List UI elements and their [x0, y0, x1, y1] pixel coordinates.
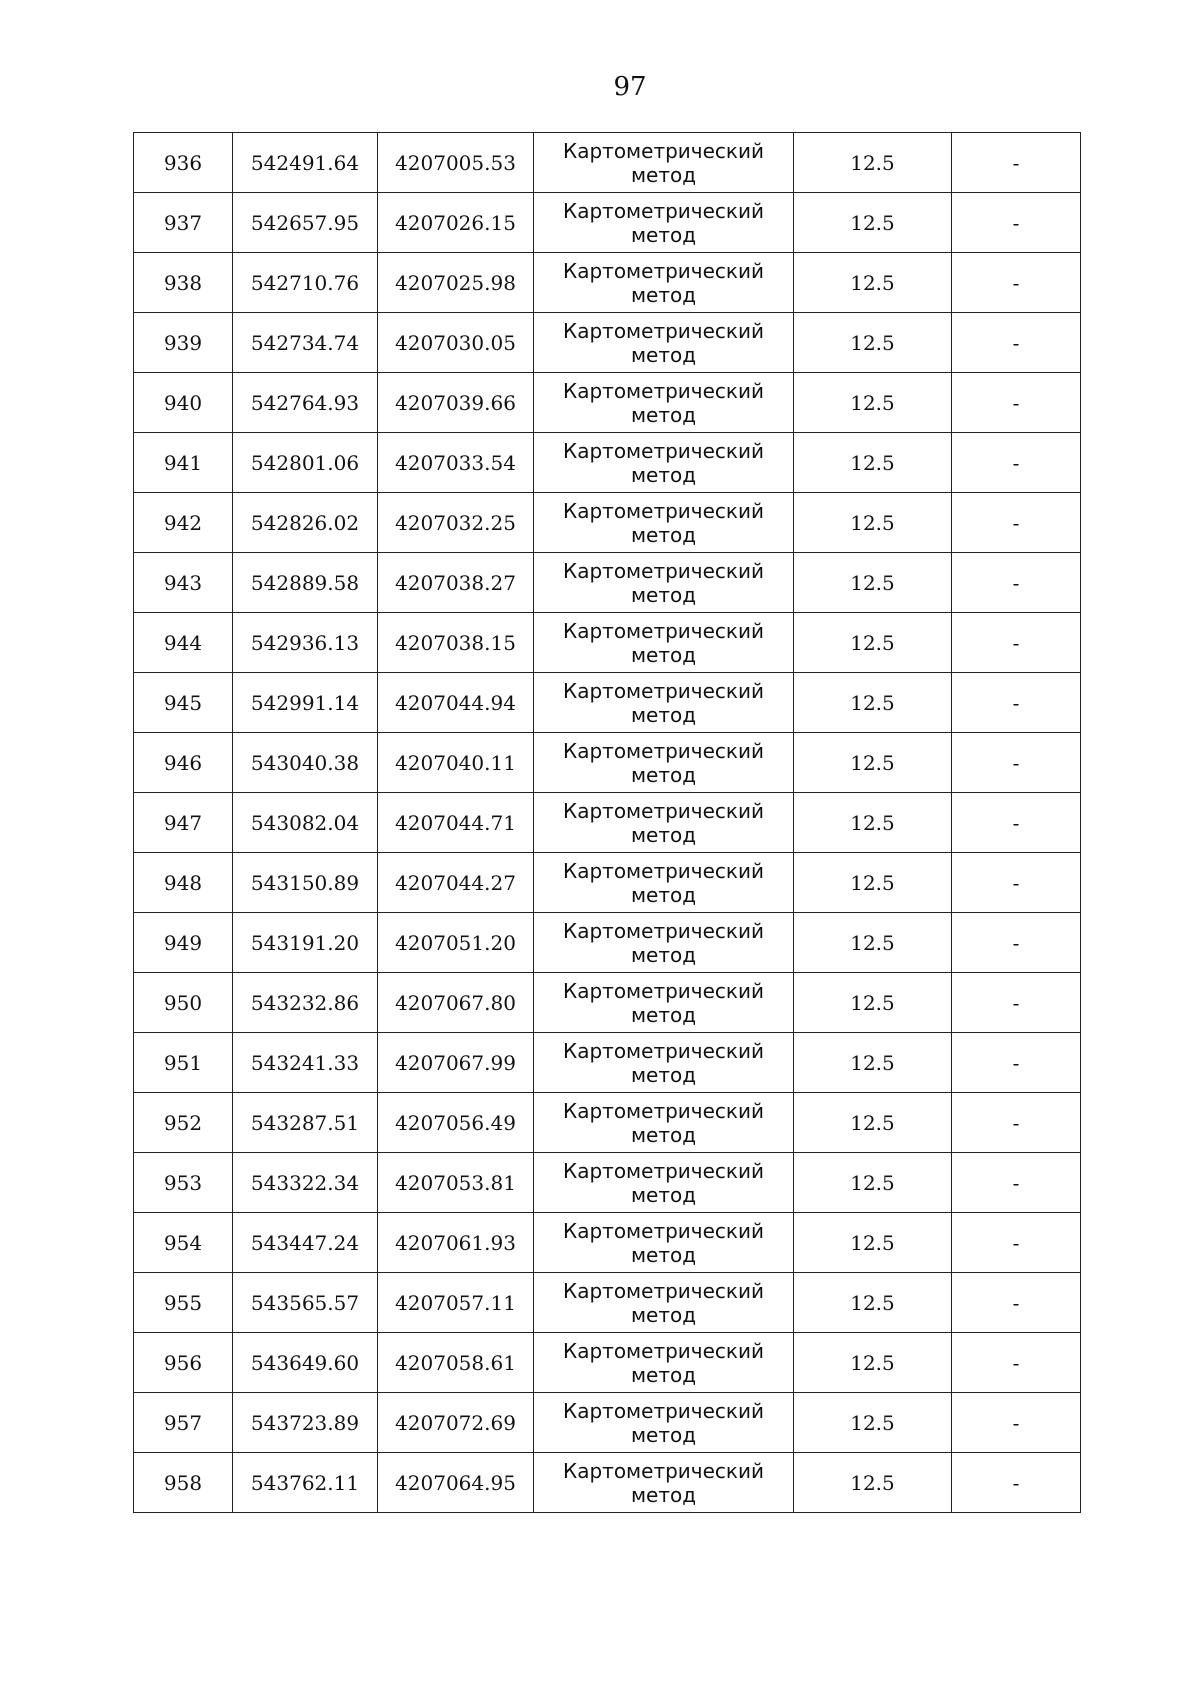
method-line-2: метод — [630, 1482, 697, 1507]
note-cell: - — [952, 133, 1081, 193]
accuracy-cell: 12.5 — [794, 1453, 952, 1513]
note-cell: - — [952, 733, 1081, 793]
y-coordinate-cell: 4207040.11 — [378, 733, 534, 793]
method-cell — [534, 613, 794, 673]
x-coordinate-cell: 543191.20 — [233, 913, 378, 973]
method-line-2: метод — [630, 1242, 697, 1267]
point-number-cell: 957 — [134, 1393, 233, 1453]
method-line-1: Картометрический — [563, 858, 764, 883]
method-cell — [534, 1453, 794, 1513]
table-row — [134, 913, 1081, 973]
y-coordinate-cell: 4207061.93 — [378, 1213, 534, 1273]
accuracy-cell: 12.5 — [794, 1393, 952, 1453]
method-line-1: Картометрический — [563, 438, 764, 463]
x-coordinate-cell: 542801.06 — [233, 433, 378, 493]
note-cell: - — [952, 1273, 1081, 1333]
x-coordinate-cell: 543232.86 — [233, 973, 378, 1033]
method-line-1: Картометрический — [563, 138, 764, 163]
y-coordinate-cell: 4207032.25 — [378, 493, 534, 553]
method-line-1: Картометрический — [563, 1038, 764, 1063]
method-line-2: метод — [630, 882, 697, 907]
method-line-2: метод — [630, 822, 697, 847]
table-row — [134, 1033, 1081, 1093]
note-cell: - — [952, 1213, 1081, 1273]
x-coordinate-cell: 543762.11 — [233, 1453, 378, 1513]
note-cell: - — [952, 793, 1081, 853]
method-line-1: Картометрический — [563, 378, 764, 403]
method-cell — [534, 313, 794, 373]
y-coordinate-cell: 4207038.27 — [378, 553, 534, 613]
table-row — [134, 1273, 1081, 1333]
point-number-cell: 940 — [134, 373, 233, 433]
y-coordinate-cell: 4207038.15 — [378, 613, 534, 673]
point-number-cell: 942 — [134, 493, 233, 553]
note-cell: - — [952, 373, 1081, 433]
point-number-cell: 949 — [134, 913, 233, 973]
method-line-1: Картометрический — [563, 1398, 764, 1423]
y-coordinate-cell: 4207053.81 — [378, 1153, 534, 1213]
x-coordinate-cell: 542657.95 — [233, 193, 378, 253]
accuracy-cell: 12.5 — [794, 1273, 952, 1333]
table-row — [134, 253, 1081, 313]
accuracy-cell: 12.5 — [794, 1213, 952, 1273]
method-cell — [534, 1093, 794, 1153]
point-number-cell: 955 — [134, 1273, 233, 1333]
method-line-1: Картометрический — [563, 1098, 764, 1123]
method-line-2: метод — [630, 222, 697, 247]
x-coordinate-cell: 543082.04 — [233, 793, 378, 853]
note-cell: - — [952, 853, 1081, 913]
method-cell — [534, 373, 794, 433]
point-number-cell: 937 — [134, 193, 233, 253]
method-line-2: метод — [630, 1182, 697, 1207]
accuracy-cell: 12.5 — [794, 913, 952, 973]
y-coordinate-cell: 4207044.27 — [378, 853, 534, 913]
accuracy-cell: 12.5 — [794, 493, 952, 553]
method-line-2: метод — [630, 342, 697, 367]
method-cell — [534, 673, 794, 733]
note-cell: - — [952, 193, 1081, 253]
note-cell: - — [952, 1093, 1081, 1153]
note-cell: - — [952, 493, 1081, 553]
method-line-1: Картометрический — [563, 198, 764, 223]
method-line-2: метод — [630, 1302, 697, 1327]
method-line-2: метод — [630, 1062, 697, 1087]
y-coordinate-cell: 4207056.49 — [378, 1093, 534, 1153]
y-coordinate-cell: 4207057.11 — [378, 1273, 534, 1333]
accuracy-cell: 12.5 — [794, 253, 952, 313]
table-row — [134, 973, 1081, 1033]
method-line-1: Картометрический — [563, 978, 764, 1003]
point-number-cell: 956 — [134, 1333, 233, 1393]
accuracy-cell: 12.5 — [794, 133, 952, 193]
method-line-2: метод — [630, 1362, 697, 1387]
x-coordinate-cell: 542491.64 — [233, 133, 378, 193]
table-body — [134, 133, 1081, 1513]
y-coordinate-cell: 4207051.20 — [378, 913, 534, 973]
table-row — [134, 733, 1081, 793]
method-cell — [534, 1333, 794, 1393]
accuracy-cell: 12.5 — [794, 193, 952, 253]
point-number-cell: 952 — [134, 1093, 233, 1153]
table-row — [134, 433, 1081, 493]
coordinates-table — [133, 132, 1081, 1513]
note-cell: - — [952, 973, 1081, 1033]
x-coordinate-cell: 542710.76 — [233, 253, 378, 313]
note-cell: - — [952, 553, 1081, 613]
point-number-cell: 938 — [134, 253, 233, 313]
point-number-cell: 950 — [134, 973, 233, 1033]
point-number-cell: 951 — [134, 1033, 233, 1093]
accuracy-cell: 12.5 — [794, 1093, 952, 1153]
x-coordinate-cell: 542889.58 — [233, 553, 378, 613]
x-coordinate-cell: 543565.57 — [233, 1273, 378, 1333]
accuracy-cell: 12.5 — [794, 1033, 952, 1093]
method-line-1: Картометрический — [563, 258, 764, 283]
method-line-1: Картометрический — [563, 1278, 764, 1303]
point-number-cell: 944 — [134, 613, 233, 673]
note-cell: - — [952, 1153, 1081, 1213]
method-cell — [534, 253, 794, 313]
method-line-2: метод — [630, 942, 697, 967]
table-row — [134, 793, 1081, 853]
method-line-2: метод — [630, 462, 697, 487]
x-coordinate-cell: 542936.13 — [233, 613, 378, 673]
point-number-cell: 958 — [134, 1453, 233, 1513]
point-number-cell: 943 — [134, 553, 233, 613]
point-number-cell: 953 — [134, 1153, 233, 1213]
accuracy-cell: 12.5 — [794, 1333, 952, 1393]
method-line-2: метод — [630, 282, 697, 307]
method-line-1: Картометрический — [563, 498, 764, 523]
method-cell — [534, 553, 794, 613]
method-line-1: Картометрический — [563, 738, 764, 763]
y-coordinate-cell: 4207044.94 — [378, 673, 534, 733]
method-line-1: Картометрический — [563, 1458, 764, 1483]
page-number: 97 — [613, 72, 647, 102]
method-cell — [534, 1213, 794, 1273]
point-number-cell: 946 — [134, 733, 233, 793]
x-coordinate-cell: 543287.51 — [233, 1093, 378, 1153]
method-cell — [534, 733, 794, 793]
x-coordinate-cell: 543322.34 — [233, 1153, 378, 1213]
x-coordinate-cell: 543649.60 — [233, 1333, 378, 1393]
method-cell — [534, 1393, 794, 1453]
method-cell — [534, 1033, 794, 1093]
accuracy-cell: 12.5 — [794, 433, 952, 493]
method-line-1: Картометрический — [563, 618, 764, 643]
accuracy-cell: 12.5 — [794, 853, 952, 913]
x-coordinate-cell: 542826.02 — [233, 493, 378, 553]
table-row — [134, 673, 1081, 733]
note-cell: - — [952, 1033, 1081, 1093]
method-line-2: метод — [630, 1422, 697, 1447]
method-line-1: Картометрический — [563, 1218, 764, 1243]
x-coordinate-cell: 543447.24 — [233, 1213, 378, 1273]
accuracy-cell: 12.5 — [794, 613, 952, 673]
point-number-cell: 945 — [134, 673, 233, 733]
method-cell — [534, 853, 794, 913]
method-cell — [534, 193, 794, 253]
note-cell: - — [952, 913, 1081, 973]
y-coordinate-cell: 4207064.95 — [378, 1453, 534, 1513]
table-row — [134, 853, 1081, 913]
method-line-2: метод — [630, 642, 697, 667]
method-line-1: Картометрический — [563, 1338, 764, 1363]
y-coordinate-cell: 4207058.61 — [378, 1333, 534, 1393]
table-row — [134, 1453, 1081, 1513]
accuracy-cell: 12.5 — [794, 733, 952, 793]
method-line-2: метод — [630, 702, 697, 727]
table-row — [134, 613, 1081, 673]
method-line-2: метод — [630, 162, 697, 187]
note-cell: - — [952, 1453, 1081, 1513]
y-coordinate-cell: 4207025.98 — [378, 253, 534, 313]
x-coordinate-cell: 543150.89 — [233, 853, 378, 913]
point-number-cell: 947 — [134, 793, 233, 853]
table-row — [134, 373, 1081, 433]
table-row — [134, 1153, 1081, 1213]
y-coordinate-cell: 4207033.54 — [378, 433, 534, 493]
table-row — [134, 313, 1081, 373]
point-number-cell: 939 — [134, 313, 233, 373]
method-line-1: Картометрический — [563, 798, 764, 823]
accuracy-cell: 12.5 — [794, 973, 952, 1033]
method-line-1: Картометрический — [563, 678, 764, 703]
y-coordinate-cell: 4207026.15 — [378, 193, 534, 253]
method-cell — [534, 973, 794, 1033]
method-line-1: Картометрический — [563, 918, 764, 943]
method-cell — [534, 793, 794, 853]
point-number-cell: 954 — [134, 1213, 233, 1273]
y-coordinate-cell: 4207005.53 — [378, 133, 534, 193]
method-cell — [534, 133, 794, 193]
note-cell: - — [952, 313, 1081, 373]
y-coordinate-cell: 4207067.80 — [378, 973, 534, 1033]
x-coordinate-cell: 543723.89 — [233, 1393, 378, 1453]
method-line-2: метод — [630, 1002, 697, 1027]
note-cell: - — [952, 1393, 1081, 1453]
method-line-1: Картометрический — [563, 1158, 764, 1183]
method-cell — [534, 913, 794, 973]
point-number-cell: 941 — [134, 433, 233, 493]
note-cell: - — [952, 253, 1081, 313]
table-row — [134, 1333, 1081, 1393]
accuracy-cell: 12.5 — [794, 373, 952, 433]
method-cell — [534, 493, 794, 553]
table-row — [134, 1093, 1081, 1153]
method-line-1: Картометрический — [563, 558, 764, 583]
method-cell — [534, 433, 794, 493]
method-line-2: метод — [630, 582, 697, 607]
y-coordinate-cell: 4207044.71 — [378, 793, 534, 853]
accuracy-cell: 12.5 — [794, 793, 952, 853]
y-coordinate-cell: 4207067.99 — [378, 1033, 534, 1093]
method-line-1: Картометрический — [563, 318, 764, 343]
method-line-2: метод — [630, 522, 697, 547]
y-coordinate-cell: 4207039.66 — [378, 373, 534, 433]
table-row — [134, 1213, 1081, 1273]
point-number-cell: 948 — [134, 853, 233, 913]
note-cell: - — [952, 613, 1081, 673]
accuracy-cell: 12.5 — [794, 673, 952, 733]
note-cell: - — [952, 433, 1081, 493]
point-number-cell: 936 — [134, 133, 233, 193]
table-row — [134, 193, 1081, 253]
table-row — [134, 553, 1081, 613]
x-coordinate-cell: 542991.14 — [233, 673, 378, 733]
method-line-2: метод — [630, 762, 697, 787]
method-line-2: метод — [630, 402, 697, 427]
accuracy-cell: 12.5 — [794, 553, 952, 613]
x-coordinate-cell: 542734.74 — [233, 313, 378, 373]
y-coordinate-cell: 4207072.69 — [378, 1393, 534, 1453]
note-cell: - — [952, 673, 1081, 733]
method-line-2: метод — [630, 1122, 697, 1147]
method-cell — [534, 1273, 794, 1333]
y-coordinate-cell: 4207030.05 — [378, 313, 534, 373]
table-row — [134, 1393, 1081, 1453]
accuracy-cell: 12.5 — [794, 313, 952, 373]
table-row — [134, 493, 1081, 553]
note-cell: - — [952, 1333, 1081, 1393]
accuracy-cell: 12.5 — [794, 1153, 952, 1213]
x-coordinate-cell: 542764.93 — [233, 373, 378, 433]
table-row — [134, 133, 1081, 193]
x-coordinate-cell: 543040.38 — [233, 733, 378, 793]
x-coordinate-cell: 543241.33 — [233, 1033, 378, 1093]
method-cell — [534, 1153, 794, 1213]
